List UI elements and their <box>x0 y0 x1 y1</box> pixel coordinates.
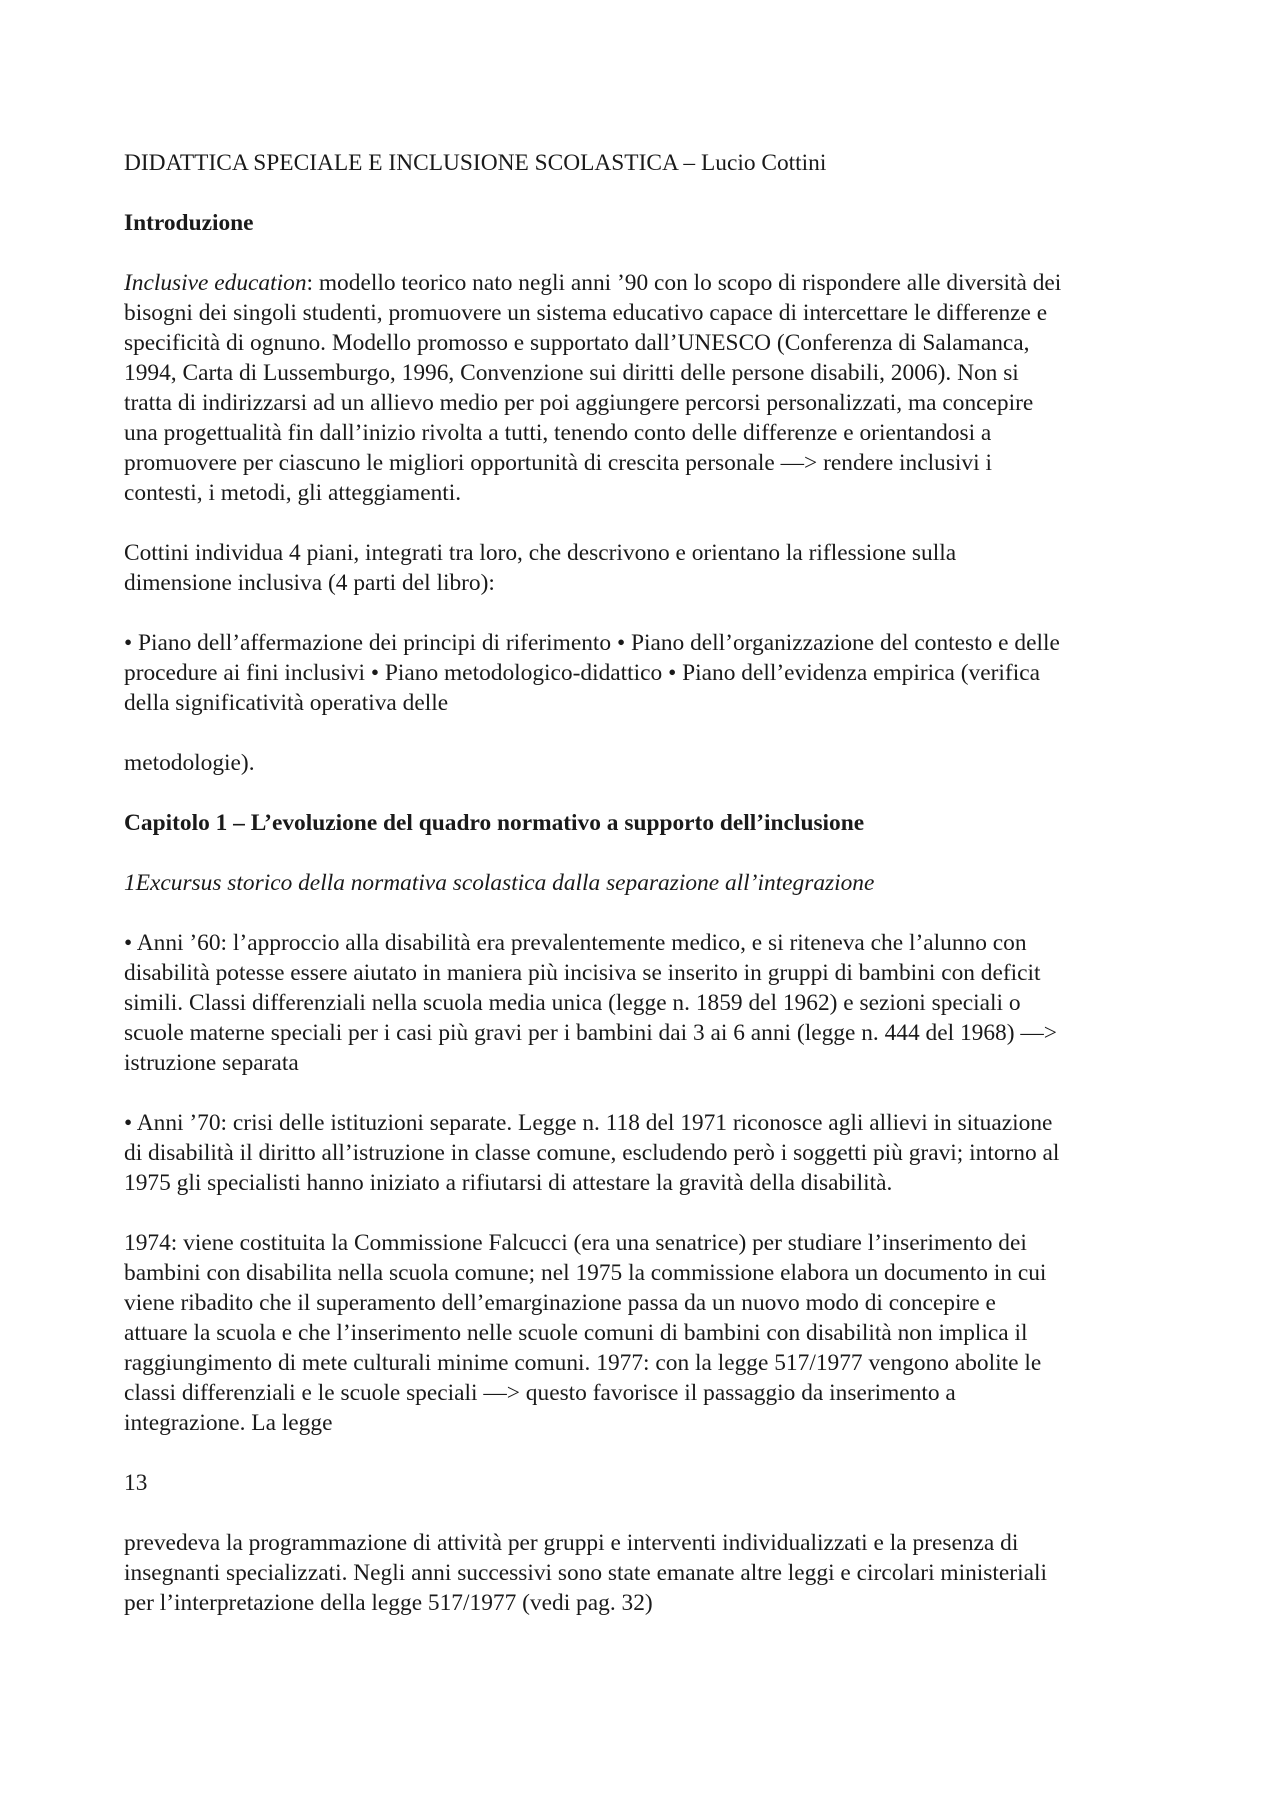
intro-line: contesti, i metodi, gli atteggiamenti. <box>124 480 462 506</box>
bullets-tail: metodologie). <box>124 750 255 776</box>
intro-line-1 <box>124 268 1184 298</box>
intro-line: promuovere per ciascuno le migliori opportunità di crescita personale —> rendere inclusivi i <box>124 450 992 476</box>
bullets-line: • Piano dell’affermazione dei principi di riferimento • Piano dell’organizzazione del contesto e delle <box>124 630 1060 656</box>
bullets-paragraph <box>124 628 1184 718</box>
intro-line-1-text: : modello teorico nato negli anni ’90 con lo scopo di rispondere alle diversità dei <box>306 270 1062 296</box>
final-line: prevedeva la programmazione di attività per gruppi e interventi individualizzati e la presenza di <box>124 1530 1019 1556</box>
document-title: DIDATTICA SPECIALE E INCLUSIONE SCOLASTICA – Lucio Cottini <box>124 150 827 176</box>
piani-line: Cottini individua 4 piani, integrati tra loro, che descrivono e orientano la riflessione sulla <box>124 540 957 566</box>
anni60-line: simili. Classi differenziali nella scuola media unica (legge n. 1859 del 1962) e sezioni speciali o <box>124 990 1021 1016</box>
document-page <box>124 148 1184 1648</box>
anni60-line: istruzione separata <box>124 1050 299 1076</box>
anni70-line: 1975 gli specialisti hanno iniziato a rifiutarsi di attestare la gravità della disabilità. <box>124 1170 893 1196</box>
anni60-line: scuole materne speciali per i casi più gravi per i bambini dai 3 ai 6 anni (legge n. 444 del 1968) —> <box>124 1020 1057 1046</box>
intro-line: specificità di ognuno. Modello promosso e supportato dall’UNESCO (Conferenza di Salamanca, <box>124 330 1030 356</box>
anno1974-line: 1974: viene costituita la Commissione Falcucci (era una senatrice) per studiare l’inserimento dei <box>124 1230 1027 1256</box>
anni60-line: • Anni ’60: l’approccio alla disabilità era prevalentemente medico, e si riteneva che l’alunno con <box>124 930 1027 956</box>
anno1974-line: classi differenziali e le scuole speciali —> questo favorisce il passaggio da inserimento a <box>124 1380 956 1406</box>
intro-paragraph <box>124 268 1184 508</box>
piani-paragraph <box>124 538 1184 598</box>
anni60-line: disabilità potesse essere aiutato in maniera più incisiva se inserito in gruppi di bambini con deficit <box>124 960 1041 986</box>
intro-line: una progettualità fin dall’inizio rivolta a tutti, tenendo conto delle differenze e orientandosi a <box>124 420 992 446</box>
inclusive-education-term: Inclusive education <box>124 270 307 296</box>
anni70-paragraph <box>124 1108 1184 1198</box>
anno1974-line: viene ribadito che il superamento dell’emarginazione passa da un nuovo modo di concepire e <box>124 1290 996 1316</box>
bullets-line: della significatività operativa delle <box>124 690 449 716</box>
anni60-paragraph <box>124 928 1184 1078</box>
final-line: per l’interpretazione della legge 517/1977 (vedi pag. 32) <box>124 1590 653 1616</box>
bullets-line: procedure ai fini inclusivi • Piano metodologico-didattico • Piano dell’evidenza empirica (verifica <box>124 660 1040 686</box>
page-number: 13 <box>124 1470 148 1496</box>
intro-line: 1994, Carta di Lussemburgo, 1996, Convenzione sui diritti delle persone disabili, 2006). Non si <box>124 360 1019 386</box>
anno1974-line: raggiungimento di mete culturali minime comuni. 1977: con la legge 517/1977 vengono abolite le <box>124 1350 1042 1376</box>
intro-line: tratta di indirizzarsi ad un allievo medio per poi aggiungere percorsi personalizzati, ma concepire <box>124 390 1034 416</box>
intro-line: bisogni dei singoli studenti, promuovere un sistema educativo capace di intercettare le differenze e <box>124 300 1048 326</box>
anno1974-paragraph <box>124 1228 1184 1438</box>
piani-line: dimensione inclusiva (4 parti del libro): <box>124 570 495 596</box>
anno1974-line: bambini con disabilita nella scuola comune; nel 1975 la commissione elabora un documento in cui <box>124 1260 1047 1286</box>
section-heading: 1Excursus storico della normativa scolastica dalla separazione all’integrazione <box>124 870 875 896</box>
chapter-heading: Capitolo 1 – L’evoluzione del quadro normativo a supporto dell’inclusione <box>124 810 865 836</box>
anno1974-line: integrazione. La legge <box>124 1410 333 1436</box>
anni70-line: • Anni ’70: crisi delle istituzioni separate. Legge n. 118 del 1971 riconosce agli allievi in situazione <box>124 1110 1053 1136</box>
final-line: insegnanti specializzati. Negli anni successivi sono state emanate altre leggi e circolari ministeriali <box>124 1560 1047 1586</box>
anno1974-line: attuare la scuola e che l’inserimento nelle scuole comuni di bambini con disabilità non implica il <box>124 1320 1028 1346</box>
final-paragraph <box>124 1528 1184 1618</box>
anni70-line: di disabilità il diritto all’istruzione in classe comune, escludendo però i soggetti più gravi; intorno al <box>124 1140 1060 1166</box>
intro-heading: Introduzione <box>124 210 254 236</box>
